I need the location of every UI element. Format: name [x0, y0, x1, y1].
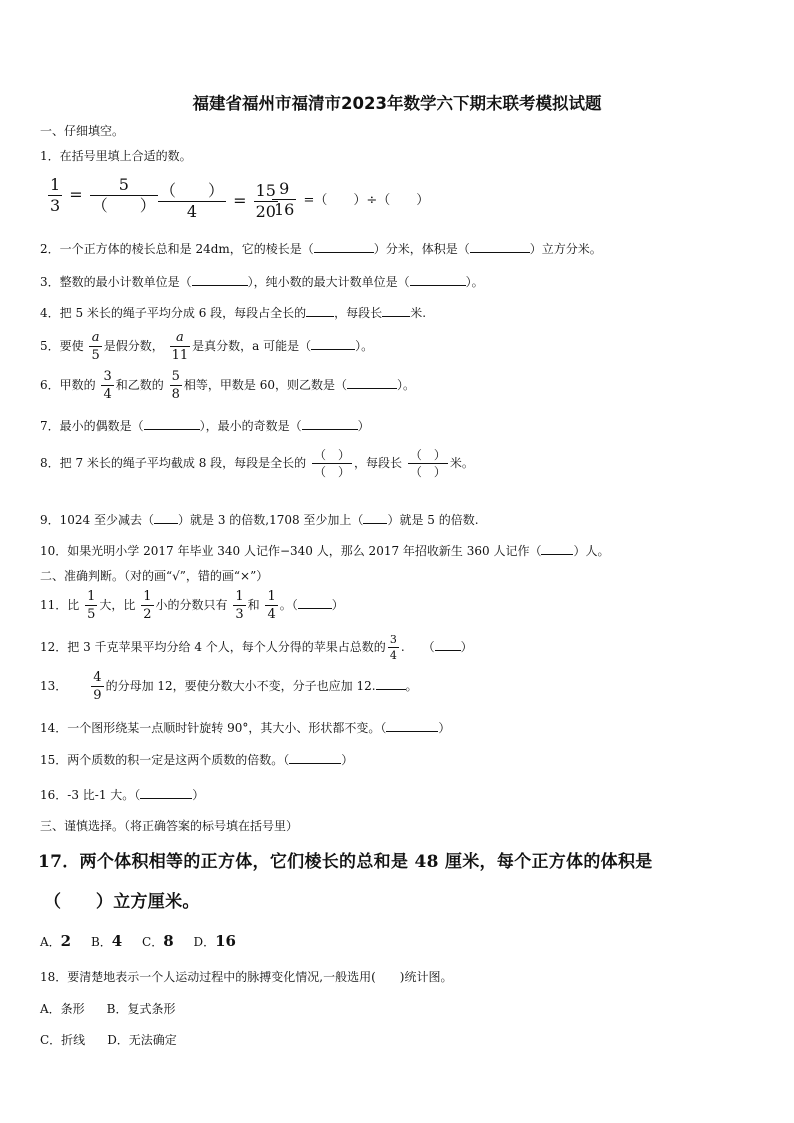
section-3-heading: 三、谨慎选择。（将正确答案的标号填在括号里）: [40, 819, 299, 833]
question-10: 10．如果光明小学 2017 年毕业 340 人记作−340 人，那么 2017 年招收新生 360 人记作（ ）人。: [40, 544, 610, 558]
question-6: 6．甲数的 $\frac{3}{4}$ 和乙数的 $\frac{5}{8}$ 相等，甲数是 60，则乙数是（ ）。: [40, 369, 415, 402]
question-9: 9．1024 至少减去（ ）就是 3 的倍数,1708 至少加上（ ）就是 5 的倍数.: [40, 513, 479, 527]
option-b[interactable]: B．4: [90, 932, 123, 950]
question-1-expression-3: $\frac{9}{16}$ =（ ）÷（ ）: [274, 179, 430, 219]
answer-blank[interactable]: [435, 639, 461, 651]
question-5: 5．要使 $\frac{a}{5}$ 是假分数， $\frac{a}{11}$ 是真分数，a 可能是（ ）。: [40, 330, 374, 363]
option-c[interactable]: C．8: [142, 932, 174, 950]
fraction: $\frac{a}{5}$: [91, 330, 100, 363]
answer-blank[interactable]: [376, 678, 406, 690]
answer-blank[interactable]: [144, 418, 200, 430]
question-1-expression-2: $\frac{( )}{4}$ = $\frac{15}{20}$: [160, 181, 276, 221]
fraction-blank[interactable]: $\frac{( )}{( )}$: [409, 448, 446, 479]
fraction: $\frac{1}{5}$: [87, 589, 96, 622]
fraction: $\frac{3}{4}$: [103, 369, 112, 402]
answer-blank[interactable]: [289, 752, 341, 764]
option-a[interactable]: A．条形: [40, 1002, 85, 1016]
answer-blank[interactable]: [298, 597, 332, 609]
fraction: $\frac{3}{4}$: [389, 633, 397, 662]
question-18-options-row1: [40, 1000, 176, 1017]
answer-blank[interactable]: [314, 241, 374, 253]
answer-blank[interactable]: [386, 720, 438, 732]
answer-blank[interactable]: [306, 305, 334, 317]
question-18: 18．要清楚地表示一个人运动过程中的脉搏变化情况,一般选用( )统计图。: [40, 970, 453, 984]
option-b[interactable]: B．复式条形: [106, 1002, 176, 1016]
question-2: 2．一个正方体的棱长总和是 24dm，它的棱长是（ ）分米，体积是（ ）立方分米。: [40, 242, 602, 256]
answer-blank[interactable]: [363, 512, 387, 524]
answer-blank[interactable]: [410, 274, 466, 286]
answer-blank[interactable]: [140, 787, 192, 799]
page-title: 福建省福州市福清市2023年数学六下期末联考模拟试题: [192, 94, 602, 113]
question-14: 14．一个图形绕某一点顺时针旋转 90°，其大小、形状都不变。（ ）: [40, 721, 451, 735]
answer-blank[interactable]: [154, 512, 178, 524]
fraction: $\frac{4}{9}$: [93, 670, 102, 703]
question-8: 8．把 7 米长的绳子平均截成 8 段，每段是全长的 $\frac{( )}{( )}$ ，每段长 $\frac{( )}{( )}$ 米。: [40, 448, 474, 479]
fraction: $\frac{a}{11}$: [171, 330, 189, 363]
question-17-continued: （ ）立方厘米。: [44, 892, 200, 912]
answer-blank[interactable]: [382, 305, 410, 317]
question-18-options-row2: [40, 1031, 177, 1048]
question-1: 1．在括号里填上合适的数。: [40, 149, 192, 163]
answer-blank[interactable]: [541, 543, 573, 555]
answer-blank[interactable]: [311, 338, 355, 350]
fraction: $\frac{1}{3}$: [235, 589, 244, 622]
fraction: $\frac{9}{16}$: [274, 179, 295, 219]
answer-blank[interactable]: [470, 241, 530, 253]
option-a[interactable]: A．2: [40, 932, 72, 950]
question-11: 11．比 $\frac{1}{5}$ 大，比 $\frac{1}{2}$ 小的分数只有 $\frac{1}{3}$ 和 $\frac{1}{4}$ 。（ ）: [40, 589, 344, 622]
question-4: 4．把 5 米长的绳子平均分成 6 段，每段占全长的 ，每段长 米.: [40, 306, 427, 320]
fraction: $\frac{( )}{4}$: [160, 181, 225, 221]
question-16: 16．-3 比-1 大。（ ）: [40, 788, 205, 802]
question-17-options: [40, 932, 252, 950]
answer-blank[interactable]: [302, 418, 358, 430]
option-c[interactable]: C．折线: [40, 1033, 86, 1047]
fraction: $\frac{15}{20}$: [255, 181, 276, 221]
answer-blank[interactable]: [347, 377, 397, 389]
section-1-heading: 一、仔细填空。: [40, 124, 125, 138]
fraction-blank[interactable]: $\frac{( )}{( )}$: [314, 448, 351, 479]
option-d[interactable]: D．无法确定: [107, 1033, 177, 1047]
fraction: $\frac{1}{4}$: [267, 589, 276, 622]
question-17: 17．两个体积相等的正方体，它们棱长的总和是 48 厘米，每个正方体的体积是: [38, 852, 653, 872]
fraction: $\frac{5}{8}$: [171, 369, 180, 402]
option-d[interactable]: D．16: [193, 932, 236, 950]
question-3: 3．整数的最小计数单位是（ ），纯小数的最大计数单位是（ ）。: [40, 275, 484, 289]
question-12: 12．把 3 千克苹果平均分给 4 个人，每个人分得的苹果占总数的 $\frac{3}{4}$ . （ ）: [40, 633, 473, 662]
question-1-expression-1: $\frac{1}{3}$ = $\frac{5}{( )}$: [50, 175, 156, 215]
answer-blank[interactable]: [192, 274, 248, 286]
fraction: $\frac{5}{( )}$: [91, 175, 156, 215]
section-2-heading: 二、准确判断。（对的画“√”，错的画“×”）: [40, 569, 269, 583]
fraction: $\frac{1}{3}$: [50, 175, 61, 215]
question-13: 13． $\frac{4}{9}$ 的分母加 12，要使分数大小不变，分子也应加 12. 。: [40, 670, 418, 703]
question-7: 7．最小的偶数是（ ），最小的奇数是（ ）: [40, 419, 370, 433]
fraction: $\frac{1}{2}$: [143, 589, 152, 622]
question-15: 15．两个质数的积一定是这两个质数的倍数。（ ）: [40, 753, 354, 767]
